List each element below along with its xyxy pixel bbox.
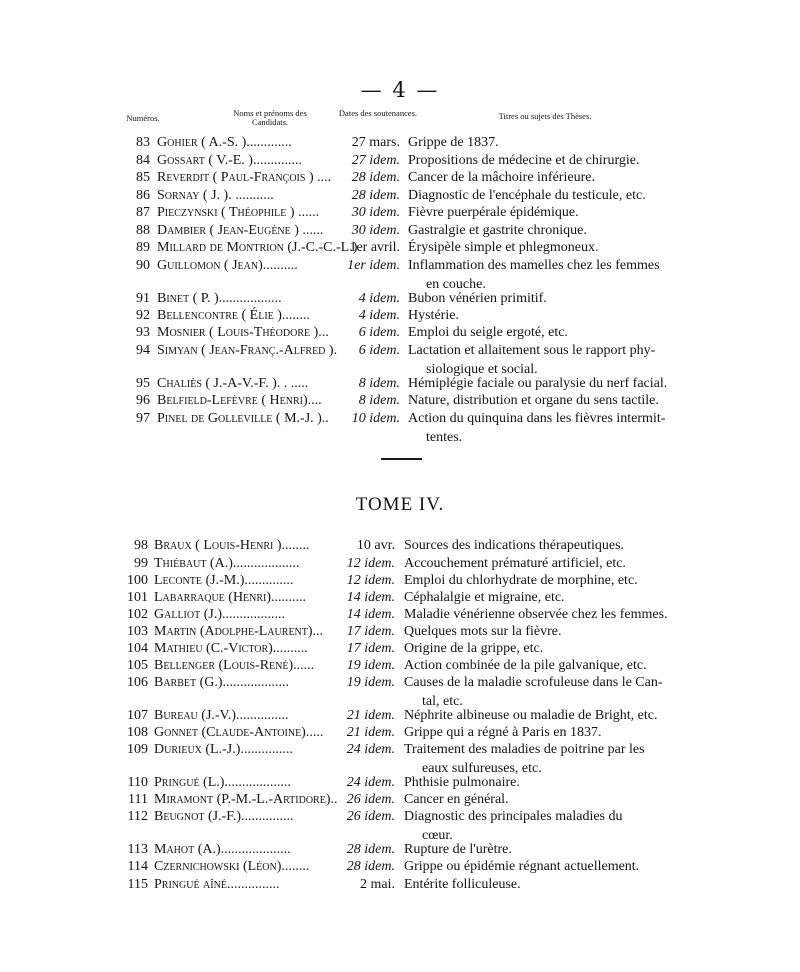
thesis-title-line: Grippe qui a régné à Paris en 1837.	[404, 725, 602, 740]
thesis-number: 86	[136, 188, 150, 203]
thesis-title-line: Emploi du chlorhydrate de morphine, etc.	[404, 573, 638, 588]
thesis-number: 114	[127, 859, 148, 874]
header-dates: Dates des soutenances.	[338, 108, 418, 118]
thesis-number: 88	[136, 223, 150, 238]
defense-date: 10 idem.	[351, 411, 400, 426]
defense-date: 30 idem.	[351, 205, 400, 220]
thesis-number: 94	[136, 343, 150, 358]
thesis-title	[404, 857, 682, 876]
thesis-title	[408, 323, 686, 342]
thesis-number: 83	[136, 135, 150, 150]
thesis-number: 85	[136, 170, 150, 185]
thesis-number: 90	[136, 258, 150, 273]
defense-date: 17 idem.	[346, 624, 395, 639]
thesis-number: 109	[127, 742, 148, 757]
thesis-number: 103	[127, 624, 148, 639]
defense-date: 21 idem.	[346, 708, 395, 723]
candidate-name: Gohier ( A.-S. ).............	[157, 135, 292, 150]
thesis-title-line: Nature, distribution et organe du sens tactile.	[408, 393, 659, 408]
thesis-title-line: Fièvre puerpérale épidémique.	[408, 205, 579, 220]
thesis-title	[408, 168, 686, 187]
thesis-number: 102	[127, 607, 148, 622]
thesis-title-line: Phthisie pulmonaire.	[404, 775, 520, 790]
thesis-number: 112	[127, 809, 148, 824]
candidate-name: Binet ( P. )..................	[157, 291, 282, 306]
thesis-title-line: Cancer de la mâchoire inférieure.	[408, 170, 595, 185]
defense-date: 17 idem.	[346, 641, 395, 656]
thesis-title-line: Hémiplégie faciale ou paralysie du nerf facial.	[408, 376, 668, 391]
thesis-title	[408, 391, 686, 410]
candidate-name: Czernichowski (Léon)........	[154, 859, 310, 874]
thesis-number: 93	[136, 325, 150, 340]
thesis-number: 105	[127, 658, 148, 673]
header-titres: Titres ou sujets des Thèses.	[498, 111, 592, 121]
thesis-number: 95	[136, 376, 150, 391]
thesis-title-line: Traitement des maladies de poitrine par les	[404, 742, 645, 757]
thesis-title-line: Accouchement prématuré artificiel, etc.	[404, 556, 626, 571]
defense-date: 19 idem.	[346, 675, 395, 690]
thesis-number: 99	[134, 556, 148, 571]
thesis-title-line: Céphalalgie et migraine, etc.	[404, 590, 565, 605]
thesis-title-continuation: eaux sulfureuses, etc.	[422, 761, 542, 776]
thesis-number: 115	[127, 877, 148, 892]
defense-date: 6 idem.	[358, 343, 400, 358]
defense-date: 12 idem.	[346, 573, 395, 588]
thesis-title-line: Néphrite albineuse ou maladie de Bright, etc.	[404, 708, 658, 723]
candidate-name: Leconte (J.-M.)..............	[154, 573, 294, 588]
defense-date: 1er avril.	[349, 240, 400, 255]
candidate-name: Millard de Montrion (J.-C.-C.-L.)	[157, 240, 358, 255]
defense-date: 28 idem.	[346, 859, 395, 874]
defense-date: 26 idem.	[346, 792, 395, 807]
thesis-title	[408, 238, 686, 257]
thesis-number: 106	[127, 675, 148, 690]
thesis-title-continuation: en couche.	[426, 277, 486, 292]
thesis-title-line: Hystérie.	[408, 308, 459, 323]
thesis-title-continuation: tal, etc.	[422, 694, 463, 709]
defense-date: 10 avr.	[356, 538, 395, 553]
thesis-title-line: Bubon vénérien primitif.	[408, 291, 547, 306]
thesis-title	[408, 409, 686, 447]
thesis-title-line: Inflammation des mamelles chez les femmes	[408, 258, 660, 273]
thesis-title-continuation: tentes.	[426, 430, 463, 445]
thesis-title-line: Emploi du seigle ergoté, etc.	[408, 325, 568, 340]
candidate-name: Bellenger (Louis-René)......	[154, 658, 315, 673]
thesis-title-line: Diagnostic des principales maladies du	[404, 809, 623, 824]
candidate-name: Belfield-Lefèvre ( Henri)....	[157, 393, 322, 408]
defense-date: 8 idem.	[358, 376, 400, 391]
candidate-name: Pringué aîné...............	[154, 877, 280, 892]
thesis-number: 104	[127, 641, 148, 656]
candidate-name: Barbet (G.)...................	[154, 675, 290, 690]
candidate-name: Durieux (L.-J.)...............	[154, 742, 293, 757]
thesis-title-line: Action combinée de la pile galvanique, etc.	[404, 658, 647, 673]
defense-date: 14 idem.	[346, 607, 395, 622]
thesis-title-line: Action du quinquina dans les fièvres intermit-	[408, 411, 666, 426]
thesis-number: 87	[136, 205, 150, 220]
candidate-name: Mahot (A.)....................	[154, 842, 291, 857]
defense-date: 8 idem.	[358, 393, 400, 408]
defense-date: 1er idem.	[347, 258, 400, 273]
thesis-title-continuation: siologique et social.	[426, 362, 538, 377]
defense-date: 26 idem.	[346, 809, 395, 824]
thesis-number: 98	[134, 538, 148, 553]
candidate-name: Pringué (L.)...................	[154, 775, 291, 790]
thesis-number: 96	[136, 393, 150, 408]
thesis-number: 113	[127, 842, 148, 857]
candidate-name: Mosnier ( Louis-Théodore )...	[157, 325, 329, 340]
thesis-title-line: Entérite folliculeuse.	[404, 877, 521, 892]
thesis-title-line: Gastralgie et gastrite chronique.	[408, 223, 587, 238]
thesis-title-line: Rupture de l'urètre.	[404, 842, 512, 857]
thesis-title-line: Sources des indications thérapeutiques.	[404, 538, 625, 553]
candidate-name: Braux ( Louis-Henri )........	[154, 538, 310, 553]
thesis-number: 107	[127, 708, 148, 723]
candidate-name: Beugnot (J.-F.)...............	[154, 809, 294, 824]
defense-date: 4 idem.	[358, 291, 400, 306]
candidate-name: Bellencontre ( Élie )........	[157, 308, 310, 323]
candidate-name: Mathieu (C.-Victor)..........	[154, 641, 308, 656]
thesis-number: 92	[136, 308, 150, 323]
candidate-name: Gossart ( V.-E. )..............	[157, 153, 302, 168]
thesis-title	[408, 133, 686, 152]
defense-date: 27 mars.	[351, 135, 400, 150]
thesis-title-line: Cancer en général.	[404, 792, 509, 807]
thesis-number: 101	[127, 590, 148, 605]
defense-date: 12 idem.	[346, 556, 395, 571]
section-divider	[381, 458, 422, 460]
candidate-name: Gonnet (Claude-Antoine).....	[154, 725, 324, 740]
thesis-title-continuation: cœur.	[422, 828, 453, 843]
thesis-number: 111	[128, 792, 148, 807]
candidate-name: Pinel de Golleville ( M.-J. )..	[157, 411, 329, 426]
thesis-number: 110	[127, 775, 148, 790]
thesis-number: 97	[136, 411, 150, 426]
candidate-name: Pieczynski ( Théophile ) ......	[157, 205, 320, 220]
thesis-title-line: Causes de la maladie scrofuleuse dans le Can-	[404, 675, 663, 690]
thesis-title-line: Diagnostic de l'encéphale du testicule, etc.	[408, 188, 646, 203]
defense-date: 2 mai.	[360, 877, 395, 892]
candidate-name: Chaliès ( J.-A-V.-F. ). . .....	[157, 376, 309, 391]
thesis-title	[408, 203, 686, 222]
page-number: — 4 —	[360, 78, 440, 102]
candidate-name: Bureau (J.-V.)...............	[154, 708, 289, 723]
thesis-title-line: Grippe ou épidémie régnant actuellement.	[404, 859, 640, 874]
thesis-title-line: Propositions de médecine et de chirurgie.	[408, 153, 640, 168]
thesis-number: 89	[136, 240, 150, 255]
thesis-title	[404, 536, 682, 555]
header-noms: Noms et prénoms des Candidats.	[233, 108, 307, 127]
thesis-number: 100	[127, 573, 148, 588]
candidate-name: Dambier ( Jean-Eugène ) ......	[157, 223, 324, 238]
candidate-name: Labarraque (Henri)..........	[154, 590, 307, 605]
defense-date: 28 idem.	[351, 170, 400, 185]
thesis-title-line: Maladie vénérienne observée chez les femmes.	[404, 607, 668, 622]
thesis-number: 84	[136, 153, 150, 168]
candidate-name: Guillomon ( Jean)..........	[157, 258, 298, 273]
candidate-name: Simyan ( Jean-Franç.-Alfred ).	[157, 343, 338, 358]
defense-date: 28 idem.	[346, 842, 395, 857]
defense-date: 21 idem.	[346, 725, 395, 740]
thesis-title-line: Érysipèle simple et phlegmoneux.	[408, 240, 599, 255]
thesis-title	[404, 875, 682, 894]
defense-date: 27 idem.	[351, 153, 400, 168]
candidate-name: Martin (Adolphe-Laurent)...	[154, 624, 324, 639]
section-title: TOME IV.	[355, 494, 445, 515]
thesis-title-line: Grippe de 1837.	[408, 135, 499, 150]
defense-date: 4 idem.	[358, 308, 400, 323]
candidate-name: Sornay ( J. ). ...........	[157, 188, 274, 203]
thesis-title-line: Origine de la grippe, etc.	[404, 641, 544, 656]
thesis-title-line: Lactation et allaitement sous le rapport phy-	[408, 343, 656, 358]
defense-date: 6 idem.	[358, 325, 400, 340]
candidate-name: Galliot (J.)..................	[154, 607, 285, 622]
candidate-name: Reverdit ( Paul-François ) ....	[157, 170, 332, 185]
thesis-number: 91	[136, 291, 150, 306]
defense-date: 24 idem.	[346, 775, 395, 790]
defense-date: 30 idem.	[351, 223, 400, 238]
candidate-name: Thiébaut (A.)...................	[154, 556, 300, 571]
defense-date: 24 idem.	[346, 742, 395, 757]
thesis-number: 108	[127, 725, 148, 740]
defense-date: 14 idem.	[346, 590, 395, 605]
candidate-name: Miramont (P.-M.-L.-Artidore)..	[154, 792, 338, 807]
defense-date: 28 idem.	[351, 188, 400, 203]
header-numeros: Numéros.	[126, 113, 160, 123]
defense-date: 19 idem.	[346, 658, 395, 673]
thesis-title-line: Quelques mots sur la fièvre.	[404, 624, 562, 639]
